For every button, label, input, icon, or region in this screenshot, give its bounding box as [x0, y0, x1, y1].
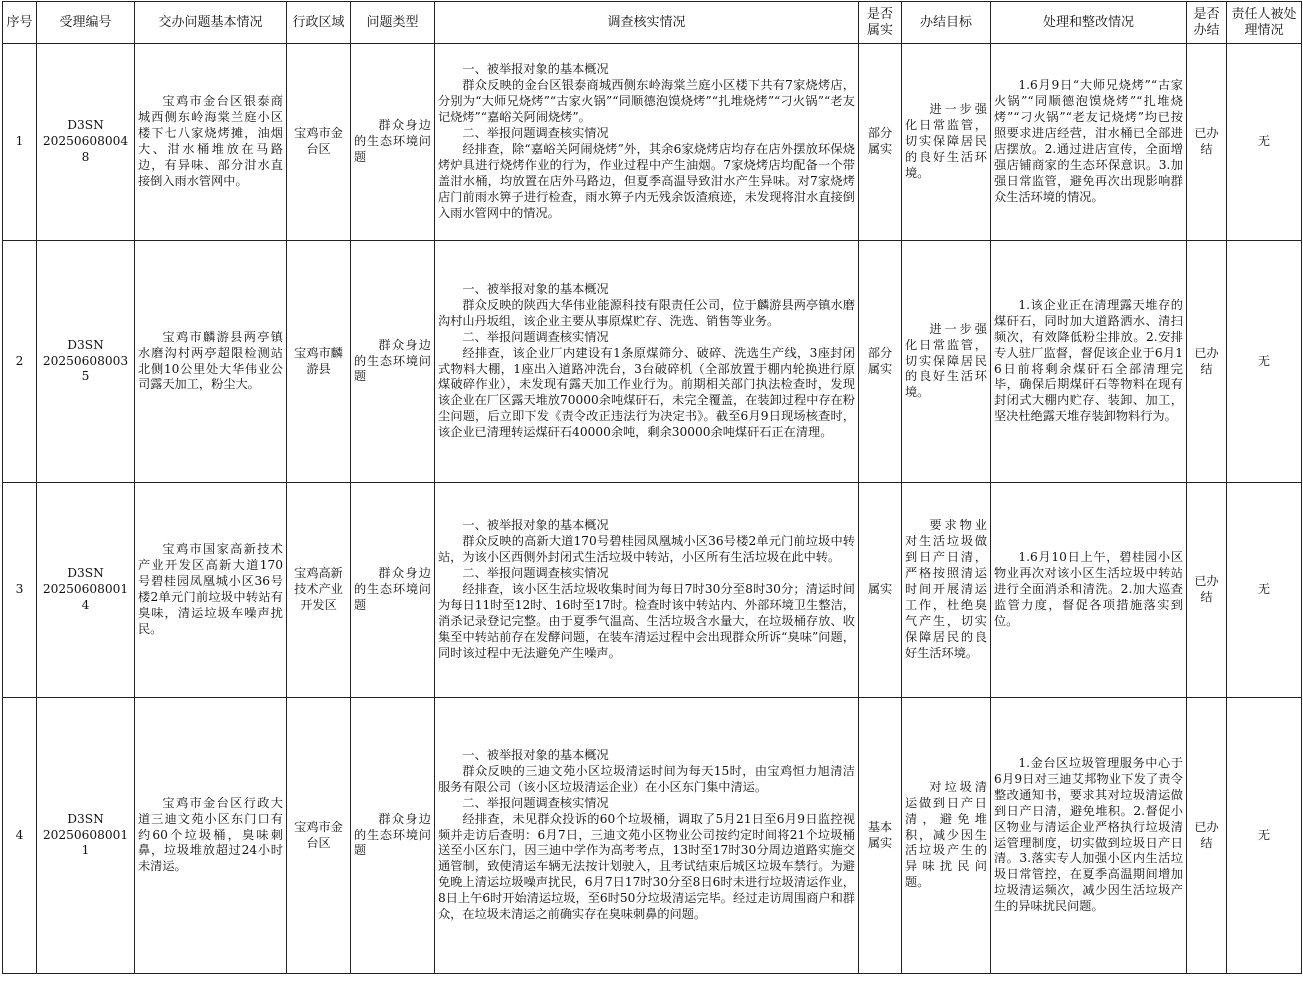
id-number: 202506080035 [42, 353, 129, 384]
investigation-heading-1: 一、被举报对象的基本概况 [462, 748, 609, 763]
cell-region: 宝鸡市金台区 [287, 44, 351, 241]
cell-id [37, 241, 135, 483]
cell-closed: 已办结 [1187, 698, 1227, 974]
cell-type: 群众身边的生态环境问题 [351, 698, 435, 974]
investigation-paragraph-2: 经排查，除“嘉峪关阿闹烧烤”外，其余6家烧烤店均存在店外摆放环保烧烤炉具进行烧烤作业的行为，作业过程中产生油烟。7家烧烤店均配备一个带盖泔水桶，均放置在店外马路边，但夏季高温导致泔水产生异味。对7家烧烤店门前雨水箅子进行检查，雨水箅子内无残余饭渣痕迹，未发现将泔水直接倒入雨水管网中的情况。 [438, 142, 855, 220]
cell-closed: 已办结 [1187, 44, 1227, 241]
cell-responsible: 无 [1227, 698, 1302, 974]
investigation-paragraph-1: 群众反映的金台区银泰商城西侧东岭海棠兰庭小区楼下共有7家烧烤店，分别为“大师兄烧烤”“古家火锅”“同顺德泡馍烧烤”“扎堆烧烤”“刁火锅”“老友记烧烤”“嘉峪关阿闹烧烤”。 [438, 78, 855, 125]
header-closed: 是否办结 [1187, 2, 1227, 44]
cell-type: 群众身边的生态环境问题 [351, 483, 435, 698]
investigation-heading-1: 一、被举报对象的基本概况 [462, 518, 609, 533]
cell-id [37, 698, 135, 974]
investigation-heading-1: 一、被举报对象的基本概况 [462, 62, 609, 77]
cell-rectification: 1.6月10日上午，碧桂园小区物业再次对该小区生活垃圾中转站进行全面消杀和清洗。2.加大巡查监管力度，督促各项措施落实到位。 [991, 483, 1187, 698]
cell-problem: 宝鸡市麟游县两亭镇水磨沟村两亭超限检测站北侧10公里处大华伟业公司露天加工，粉尘大。 [135, 241, 287, 483]
cell-seq: 1 [3, 44, 37, 241]
cell-type: 群众身边的生态环境问题 [351, 44, 435, 241]
cell-id [37, 44, 135, 241]
cell-problem: 宝鸡市金台区银泰商城西侧东岭海棠兰庭小区楼下七八家烧烤摊，油烟大、泔水桶堆放在马路边，有异味、部分泔水直接倒入雨水管网中。 [135, 44, 287, 241]
header-seq: 序号 [3, 2, 37, 44]
cell-investigation [435, 44, 859, 241]
cell-responsible: 无 [1227, 241, 1302, 483]
header-rectification: 处理和整改情况 [991, 2, 1187, 44]
cell-rectification: 1.6月9日“大师兄烧烤”“古家火锅”“同顺德泡馍烧烤”“扎堆烧烤”“刁火锅”“老友记烧烤”均已按照要求进店经营，泔水桶已全部进店摆放。2.通过进店宣传，全面增强店铺商家的生态环保意识。3.加强日常监管，避免再次出现影响群众生活环境的情况。 [991, 44, 1187, 241]
table-row [3, 483, 1302, 698]
cell-problem: 宝鸡市国家高新技术产业开发区高新大道170号碧桂园凤凰城小区36号楼2单元门前垃圾中转站有臭味，清运垃圾车噪声扰民。 [135, 483, 287, 698]
cell-investigation [435, 698, 859, 974]
investigation-paragraph-1: 群众反映的陕西大华伟业能源科技有限责任公司，位于麟游县两亭镇水磨沟村山丹坂组，该企业主要从事原煤贮存、洗选、销售等业务。 [438, 297, 855, 328]
id-prefix: D3SN [67, 566, 104, 581]
cell-problem: 宝鸡市金台区行政大道三迪文苑小区东门口有约60个垃圾桶，臭味刺鼻，垃圾堆放超过24小时未清运。 [135, 698, 287, 974]
investigation-paragraph-1: 群众反映的三迪文苑小区垃圾清运时间为每天15时，由宝鸡恒力旭清洁服务有限公司（该小区垃圾清运企业）在小区东门集中清运。 [438, 763, 855, 794]
header-problem: 交办问题基本情况 [135, 2, 287, 44]
header-region: 行政区域 [287, 2, 351, 44]
cell-region: 宝鸡市麟游县 [287, 241, 351, 483]
id-prefix: D3SN [67, 811, 104, 826]
investigation-heading-2: 二、举报问题调查核实情况 [462, 126, 609, 141]
cell-verified: 部分属实 [859, 44, 902, 241]
cell-id [37, 483, 135, 698]
cell-rectification: 1.金台区垃圾管理服务中心于6月9日对三迪艾邦物业下发了责令整改通知书，要求其对垃圾清运做到日产日清，避免堆积。2.督促小区物业与清运企业严格执行垃圾清运管理制度，切实做到垃圾日产日清。3.落实专人加强小区内生活垃圾日常管控，在夏季高温期间增加垃圾清运频次，减少因生活垃圾产生的异味扰民问题。 [991, 698, 1187, 974]
investigation-heading-2: 二、举报问题调查核实情况 [462, 566, 609, 581]
cell-verified: 基本属实 [859, 698, 902, 974]
supervision-table [2, 1, 1302, 974]
cell-rectification: 1.该企业正在清理露天堆存的煤矸石，同时加大道路洒水、清扫频次，有效降低粉尘排放。2.安排专人驻厂监督，督促该企业于6月16日前将剩余煤矸石全部清理完毕，确保后期煤矸石等物料在现有封闭式大棚内贮存、装卸、加工，坚决杜绝露天堆存装卸物料行为。 [991, 241, 1187, 483]
header-type: 问题类型 [351, 2, 435, 44]
cell-closed: 已办结 [1187, 241, 1227, 483]
header-id: 受理编号 [37, 2, 135, 44]
id-number: 202506080014 [42, 582, 129, 612]
cell-responsible: 无 [1227, 44, 1302, 241]
cell-seq: 2 [3, 241, 37, 483]
cell-target: 进一步强化日常监管，切实保障居民的良好生活环境。 [902, 241, 991, 483]
header-target: 办结目标 [902, 2, 991, 44]
cell-target: 要求物业对生活垃圾做到日产日清，严格按照清运时间开展清运工作，杜绝臭气产生，切实保障居民的良好生活环境。 [902, 483, 991, 698]
cell-investigation [435, 241, 859, 483]
id-number: 202506080011 [42, 827, 129, 858]
investigation-paragraph-2: 经排查，未见群众投诉的60个垃圾桶，调取了5月21日至6月9日监控视频并走访后查明：6月7日，三迪文苑小区物业公司按约定时间将21个垃圾桶送至小区东门，因三迪中学作为高考考点，13时至17时30分周边道路实施交通管制，致使清运车辆无法按计划驶入，且考试结束后城区垃圾车禁行。为避免晚上清运垃圾噪声扰民，6月7日17时30分至8日6时未进行垃圾清运作业，8日上午6时开始清运垃圾，至6时50分垃圾清运完毕。经过走访周围商户和群众，在垃圾未清运之前确实存在臭味刺鼻的问题。 [438, 811, 855, 922]
cell-verified: 部分属实 [859, 241, 902, 483]
cell-target: 进一步强化日常监管，切实保障居民的良好生活环境。 [902, 44, 991, 241]
table-row [3, 241, 1302, 483]
header-row [3, 2, 1302, 44]
cell-seq: 3 [3, 483, 37, 698]
id-number: 202506080048 [42, 134, 129, 164]
header-verified: 是否属实 [859, 2, 902, 44]
table-row [3, 44, 1302, 241]
investigation-paragraph-1: 群众反映的高新大道170号碧桂园凤凰城小区36号楼2单元门前垃圾中转站，为该小区西侧外封闭式生活垃圾中转站，小区所有生活垃圾在此中转。 [438, 534, 855, 565]
investigation-heading-2: 二、举报问题调查核实情况 [462, 795, 609, 810]
cell-region: 宝鸡市金台区 [287, 698, 351, 974]
investigation-heading-1: 一、被举报对象的基本概况 [462, 281, 609, 296]
cell-verified: 属实 [859, 483, 902, 698]
investigation-heading-2: 二、举报问题调查核实情况 [462, 329, 609, 344]
cell-responsible: 无 [1227, 483, 1302, 698]
cell-type: 群众身边的生态环境问题 [351, 241, 435, 483]
header-responsible: 责任人被处理情况 [1227, 2, 1302, 44]
id-prefix: D3SN [67, 337, 104, 352]
investigation-paragraph-2: 经排查，该小区生活垃圾收集时间为每日7时30分至8时30分；清运时间为每日11时至12时、16时至17时。检查时该中转站内、外部环境卫生整洁，消杀记录登记完整。由于夏季气温高、生活垃圾含水量大，在垃圾桶存放、收集至中转站前存在发酵问题，在装车清运过程中会出现群众所诉“臭味”问题，同时该过程中无法避免产生噪声。 [438, 582, 855, 660]
cell-investigation [435, 483, 859, 698]
cell-closed: 已办结 [1187, 483, 1227, 698]
cell-seq: 4 [3, 698, 37, 974]
cell-target: 对垃圾清运做到日产日清，避免堆积，减少因生活垃圾产生的异味扰民问题。 [902, 698, 991, 974]
id-prefix: D3SN [67, 118, 104, 133]
table-row [3, 698, 1302, 974]
investigation-paragraph-2: 经排查，该企业厂内建设有1条原煤筛分、破碎、洗选生产线，3座封闭式物料大棚，1座出入道路冲洗台，3台破碎机（全部放置于棚内轮换进行原煤破碎作业），未发现有露天加工作业行为。前期相关部门执法检查时，发现该企业在厂区露天堆放70000余吨煤矸石，未完全覆盖，在装卸过程中存在粉尘问题，后立即下发《责令改正违法行为决定书》。截至6月9日现场核查时，该企业已清理转运煤矸石40000余吨，剩余30000余吨煤矸石正在清理。 [438, 345, 855, 440]
header-investigation: 调查核实情况 [435, 2, 859, 44]
cell-region: 宝鸡高新技术产业开发区 [287, 483, 351, 698]
